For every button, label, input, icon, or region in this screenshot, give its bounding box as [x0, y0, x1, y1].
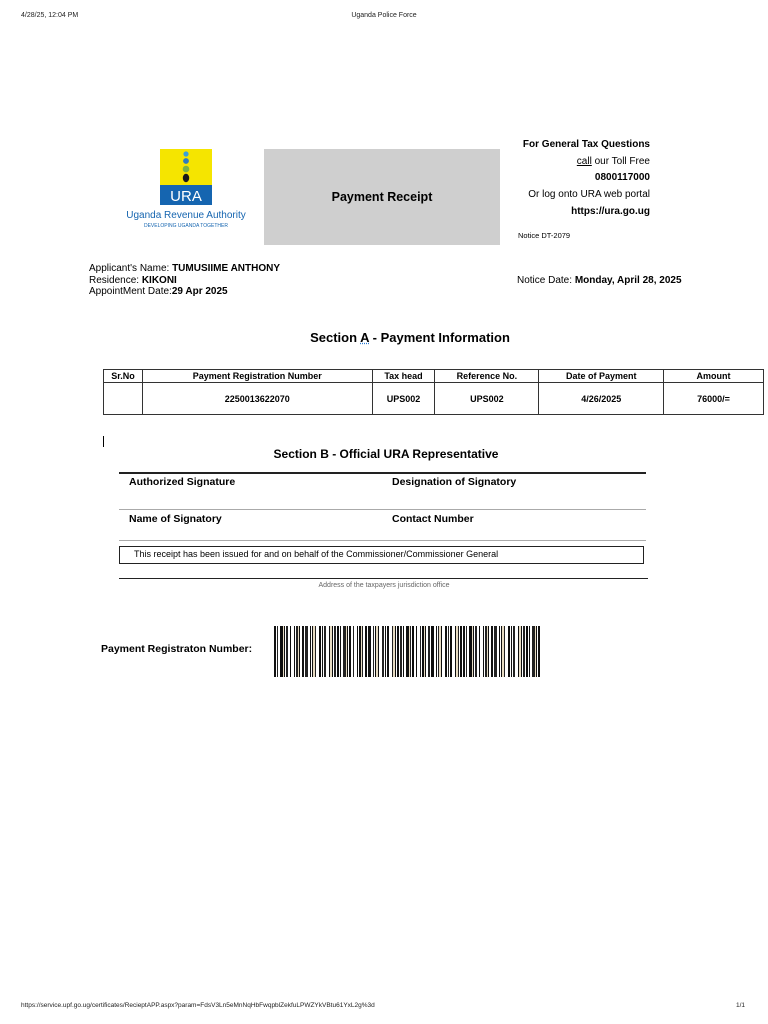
barcode-bar	[340, 626, 341, 677]
barcode-bar	[332, 626, 333, 677]
table-header-row	[104, 370, 764, 383]
barcode-bar	[536, 626, 537, 677]
appointment-label: AppointMent Date:	[89, 286, 172, 297]
barcode-bar	[397, 626, 399, 677]
barcode-bar	[438, 626, 439, 677]
barcode-bar	[491, 626, 493, 677]
barcode-bar	[422, 626, 424, 677]
barcode-bar	[455, 626, 456, 677]
barcode-bar	[392, 626, 393, 677]
barcode-bar	[302, 626, 304, 677]
page-number: 1/1	[736, 1002, 746, 1009]
barcode-space	[376, 626, 378, 677]
cell-amount: 76000/=	[664, 383, 764, 415]
print-datetime: 4/28/25, 12:04 PM	[21, 12, 79, 19]
barcode-space	[424, 626, 425, 677]
barcode-bar	[277, 626, 278, 677]
barcode-bar	[445, 626, 447, 677]
barcode-bar	[513, 626, 515, 677]
section-a-letter: A	[360, 330, 370, 345]
barcode-bar	[460, 626, 462, 677]
barcode-bar	[431, 626, 434, 677]
signature-divider	[119, 509, 646, 510]
payment-table	[103, 369, 764, 415]
barcode-bar	[425, 626, 426, 677]
barcode-bar	[488, 626, 489, 677]
notice-date: Monday, April 28, 2025	[574, 275, 682, 286]
barcode-bar	[412, 626, 414, 677]
barcode-bar	[378, 626, 379, 677]
cell-tax-head: UPS002	[372, 383, 435, 415]
cell-sr-no	[104, 383, 143, 415]
designation-label: Designation of Signatory	[392, 476, 517, 488]
barcode-bar	[310, 626, 311, 677]
barcode-bar	[387, 626, 389, 677]
barcode-space	[472, 626, 473, 677]
section-b-title: Section B - Official URA Representative	[273, 447, 499, 461]
barcode-bar	[529, 626, 530, 677]
col-payment-reg-number: Payment Registration Number	[142, 370, 372, 383]
text-cursor	[103, 436, 104, 447]
residence-label: Residence:	[89, 275, 142, 286]
barcode-label: Payment Registraton Number:	[101, 643, 253, 655]
logo-acronym: URA	[170, 188, 202, 205]
barcode-bar	[475, 626, 477, 677]
barcode-bar	[362, 626, 363, 677]
barcode-bar	[373, 626, 374, 677]
barcode-space	[439, 626, 441, 677]
notice-date-label: Notice Date:	[517, 275, 575, 286]
barcode-bar	[385, 626, 386, 677]
barcode-bar	[436, 626, 437, 677]
barcode-space	[519, 626, 521, 677]
barcode-bar	[473, 626, 474, 677]
receipt-title-box	[264, 149, 500, 245]
authorized-signature-label: Authorized Signature	[129, 476, 236, 488]
barcode-bar	[337, 626, 339, 677]
barcode-space	[361, 626, 362, 677]
barcode-bar	[290, 626, 291, 677]
barcode-bar	[359, 626, 361, 677]
tax-questions-heading: For General Tax Questions	[522, 139, 650, 150]
barcode-bar	[322, 626, 323, 677]
residence-line	[89, 275, 177, 286]
section-b-top-rule	[119, 472, 646, 474]
barcode-bar	[365, 626, 367, 677]
barcode-bar	[357, 626, 358, 677]
barcode-bar	[382, 626, 384, 677]
barcode-bar	[312, 626, 313, 677]
barcode-bar	[511, 626, 512, 677]
receipt-title: Payment Receipt	[331, 190, 433, 204]
barcode-bar	[499, 626, 500, 677]
barcode-space	[456, 626, 458, 677]
barcode-bar	[329, 626, 330, 677]
barcode-space	[330, 626, 332, 677]
toll-free-line	[577, 156, 650, 167]
barcode-space	[298, 626, 299, 677]
col-sr-no: Sr.No	[104, 370, 143, 383]
residence-value: KIKONI	[141, 275, 177, 286]
barcode-bar	[347, 626, 348, 677]
barcode-bar	[349, 626, 351, 677]
cell-payment-reg-number: 2250013622070	[142, 383, 372, 415]
barcode-bar	[353, 626, 354, 677]
barcode-bar	[458, 626, 459, 677]
contact-number-label: Contact Number	[392, 513, 474, 525]
cell-date-of-payment: 4/26/2025	[539, 383, 664, 415]
barcode-bar	[508, 626, 510, 677]
barcode-bar	[284, 626, 285, 677]
applicant-name-label: Applicant's Name:	[89, 263, 173, 274]
barcode-bar	[305, 626, 308, 677]
barcode-bar	[523, 626, 525, 677]
barcode-bar	[416, 626, 417, 677]
barcode-bar	[395, 626, 396, 677]
print-site-title: Uganda Police Force	[351, 12, 417, 19]
barcode-bar	[526, 626, 528, 677]
barcode-bar	[334, 626, 336, 677]
barcode-bar	[368, 626, 371, 677]
col-reference-no: Reference No.	[435, 370, 539, 383]
barcode-space	[487, 626, 488, 677]
barcode-bar	[286, 626, 288, 677]
footer-url: https://service.upf.go.ug/certificates/RecieptAPP.aspx?param=FdsV3Ln5eMnNqHbFwqpblZekfuLPWZYkVBtu61YxL2g%3d	[21, 1002, 375, 1009]
barcode-bar	[485, 626, 487, 677]
barcode-bar	[403, 626, 404, 677]
barcode-space	[502, 626, 504, 677]
barcode-bar	[274, 626, 276, 677]
issuance-statement: This receipt has been issued for and on behalf of the Commissioner/Commissioner General	[119, 546, 644, 564]
section-a-title	[0, 330, 768, 345]
barcode-bar	[521, 626, 522, 677]
signatory-divider	[119, 540, 646, 541]
barcode-bar	[469, 626, 472, 677]
barcode-bar	[450, 626, 452, 677]
portal-text: Or log onto URA web portal	[528, 189, 650, 200]
section-a-suffix: - Payment Information	[369, 330, 510, 345]
barcode-bar	[410, 626, 411, 677]
col-amount: Amount	[664, 370, 764, 383]
barcode-bar	[504, 626, 505, 677]
barcode-bar	[532, 626, 535, 677]
portal-url: https://ura.go.ug	[571, 206, 650, 217]
barcode-space	[535, 626, 536, 677]
barcode-bar	[343, 626, 346, 677]
section-a-prefix: Section	[310, 330, 361, 345]
logo-tagline: DEVELOPING UGANDA TOGETHER	[143, 223, 229, 229]
applicant-name-line	[89, 263, 280, 274]
barcode-space	[283, 626, 284, 677]
barcode-bar	[483, 626, 484, 677]
barcode-bar	[428, 626, 430, 677]
barcode-space	[346, 626, 347, 677]
table-row	[104, 383, 764, 415]
barcode-bar	[294, 626, 295, 677]
notice-ref: Notice DT-2079	[518, 231, 571, 240]
barcode-bar	[420, 626, 421, 677]
barcode-bar	[448, 626, 449, 677]
name-of-signatory-label: Name of Signatory	[129, 513, 222, 525]
barcode-bar	[479, 626, 480, 677]
barcode-space	[393, 626, 395, 677]
barcode-space	[313, 626, 315, 677]
col-date-of-payment: Date of Payment	[539, 370, 664, 383]
barcode-bar	[319, 626, 321, 677]
barcode-bar	[518, 626, 519, 677]
ura-logo	[112, 147, 260, 232]
barcode-bar	[406, 626, 409, 677]
barcode-image	[274, 626, 540, 677]
barcode-bar	[400, 626, 402, 677]
appointment-date: 29 Apr 2025	[171, 286, 228, 297]
col-tax-head: Tax head	[372, 370, 435, 383]
appointment-line	[89, 286, 228, 297]
toll-free-number: 0800117000	[594, 172, 650, 183]
barcode-bar	[375, 626, 376, 677]
call-word: call	[576, 156, 592, 167]
applicant-name: TUMUSIIME ANTHONY	[172, 263, 281, 274]
address-rule	[119, 578, 648, 579]
cell-reference-no: UPS002	[435, 383, 539, 415]
barcode-bar	[315, 626, 316, 677]
barcode-bar	[494, 626, 497, 677]
logo-org-name: Uganda Revenue Authority	[126, 210, 246, 221]
barcode-space	[409, 626, 410, 677]
barcode-bar	[299, 626, 300, 677]
notice-date-line	[517, 275, 682, 286]
barcode-bar	[466, 626, 467, 677]
barcode-bar	[538, 626, 540, 677]
barcode-bar	[441, 626, 442, 677]
barcode-bar	[324, 626, 326, 677]
ura-logo-mark	[112, 147, 260, 232]
barcode-bar	[280, 626, 283, 677]
address-note: Address of the taxpayers jurisdiction office	[318, 582, 450, 589]
barcode-bar	[463, 626, 465, 677]
toll-free-text: our Toll Free	[591, 156, 650, 167]
barcode-bar	[501, 626, 502, 677]
barcode-bar	[296, 626, 298, 677]
